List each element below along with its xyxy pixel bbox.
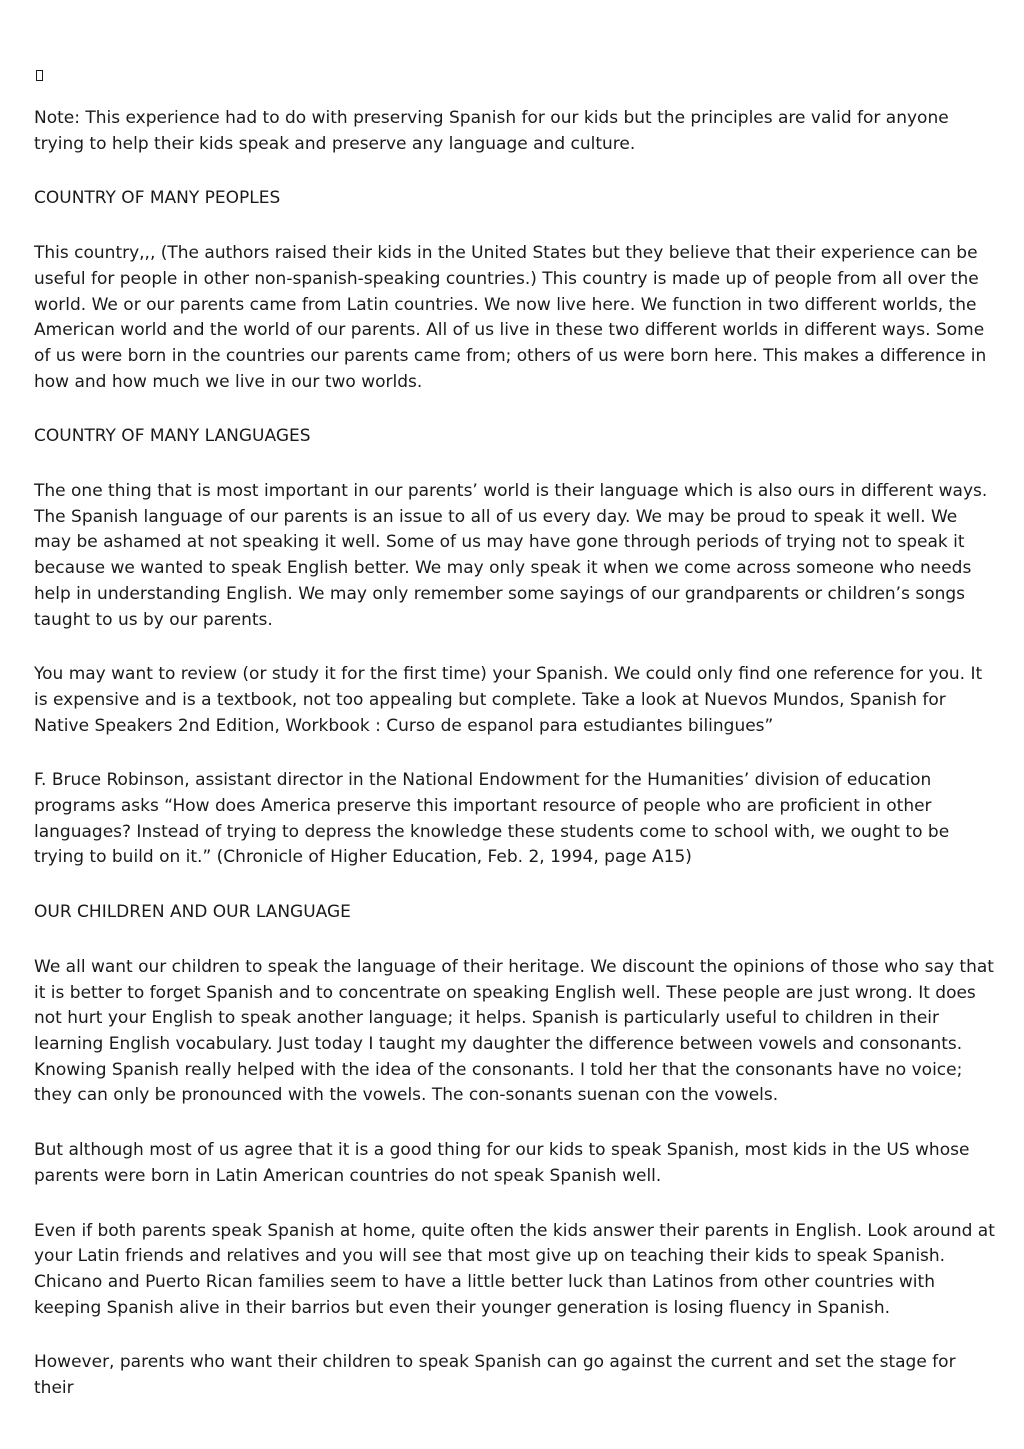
missing-glyph-row [34,56,996,86]
section-heading-peoples: COUNTRY OF MANY PEOPLES [34,188,281,209]
paragraph-kids-answer: Even if both parents speak Spanish at home, quite often the kids answer their parents in English. Look around at your Latin friends and relatives and you will see that most give up on teaching their kids to speak Spanish. Chicano and Puerto Rican families seem to have a little better luck than Latinos from other countries with keeping Spanish alive in their barrios but even their younger generation is losing fluency in Spanish. [34,1220,995,1318]
paragraph-parents-language: The one thing that is most important in our parents’ world is their language which is also ours in different ways. The Spanish language of our parents is an issue to all of us every day. We may be proud to speak it well. We may be ashamed at not speaking it well. Some of us may have gone through periods of trying not to speak it because we wanted to speak English better. We may only speak it when we come across someone who needs help in understanding English. We may only remember some sayings of our grandparents or children’s songs taught to us by our parents. [34,481,988,630]
section-heading-languages: COUNTRY OF MANY LANGUAGES [34,426,311,447]
paragraph-heritage: We all want our children to speak the language of their heritage. We discount the opinions of those who say that it is better to forget Spanish and to concentrate on speaking English well. These people are just wrong. It does not hurt your English to speak another language; it helps. Spanish is particularly useful to children in their learning English vocabulary. Just today I taught my daughter the difference between vowels and consonants. Knowing Spanish really helped with the idea of the consonants. I told her that the consonants have no voice; they can only be pronounced with the vowels. The con-sonants suenan con the vowels. [34,956,994,1106]
document-page [34,56,996,1431]
paragraph-agree: But although most of us agree that it is a good thing for our kids to speak Spanish, most kids in the US whose parents were born in Latin American countries do not speak Spanish well. [34,1140,970,1186]
paragraph-robinson-quote: F. Bruce Robinson, assistant director in the National Endowment for the Humanities’ division of education programs asks “How does America preserve this important resource of people who are proficient in other languages? Instead of trying to depress the knowledge these students come to school with, we ought to be trying to build on it.” (Chronicle of Higher Education, Feb. 2, 1994, page A15) [34,770,950,868]
section-heading-children: OUR CHILDREN AND OUR LANGUAGE [34,902,351,923]
missing-glyph-icon [36,70,43,81]
note-paragraph: Note: This experience had to do with preserving Spanish for our kids but the principles are valid for anyone trying to help their kids speak and preserve any language and culture. [34,108,949,154]
paragraph-review-spanish: You may want to review (or study it for the first time) your Spanish. We could only find one reference for you. It is expensive and is a textbook, not too appealing but complete. Take a look at Nuevos Mundos, Spanish for Native Speakers 2nd Edition, Workbook : Curso de espanol para estudiantes bilingues” [34,664,983,736]
paragraph-country-peoples: This country,,, (The authors raised their kids in the United States but they believe that their experience can be useful for people in other non-spanish-speaking countries.) This country is made up of people from all over the world. We or our parents came from Latin countries. We now live here. We function in two different worlds, the American world and the world of our parents. All of us live in these two different worlds in different ways. Some of us were born in the countries our parents came from; others of us were born here. This makes a difference in how and how much we live in our two worlds. [34,243,987,392]
paragraph-against-current: However, parents who want their children to speak Spanish can go against the current and set the stage for their [34,1352,956,1399]
